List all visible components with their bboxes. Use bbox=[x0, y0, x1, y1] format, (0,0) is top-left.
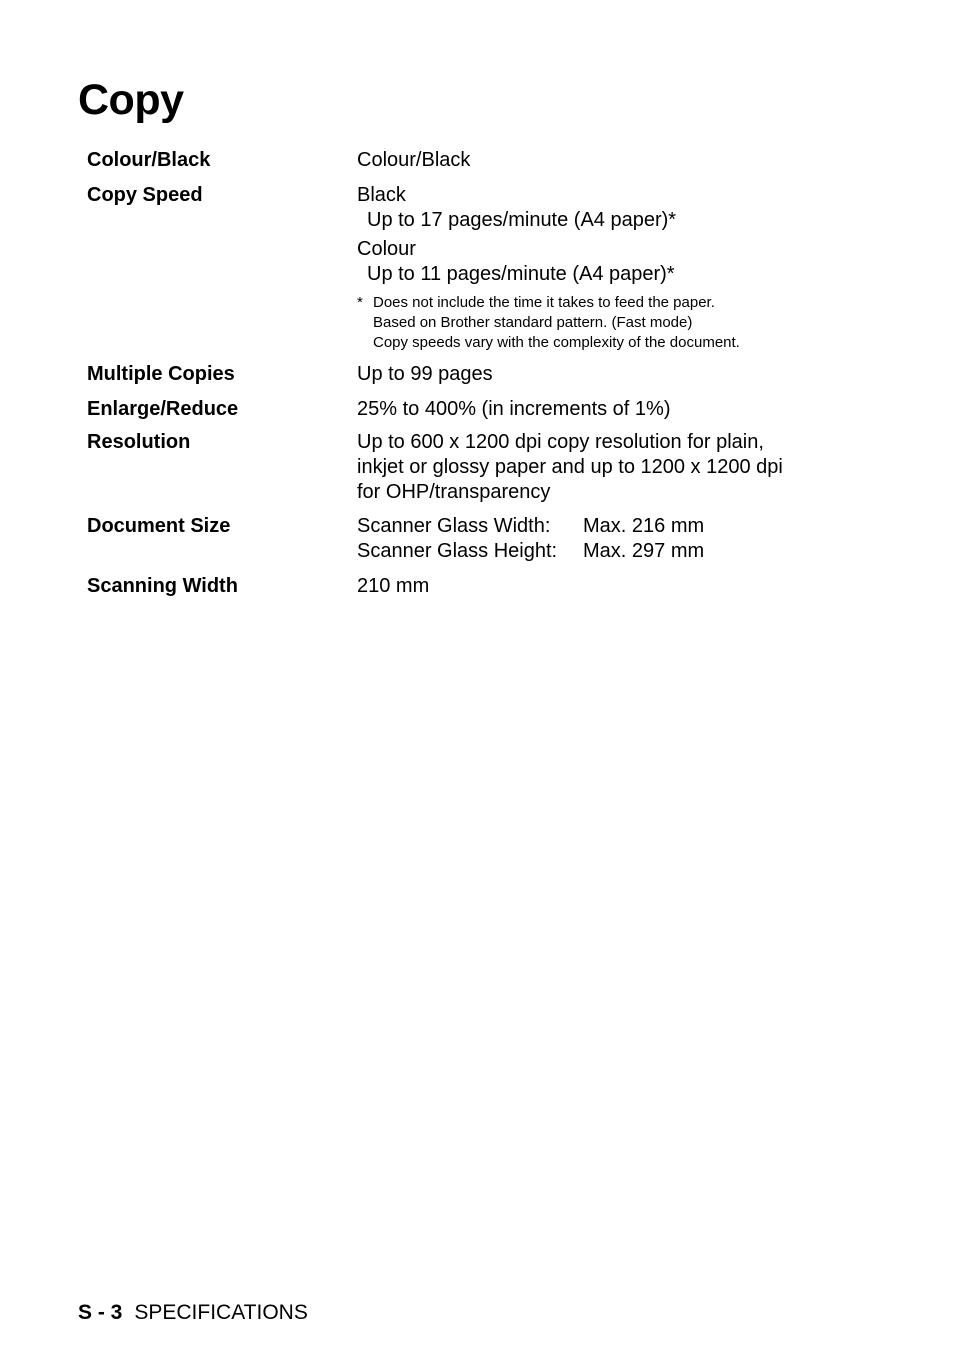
copy-speed-colour-value: Up to 11 pages/minute (A4 paper)* bbox=[367, 263, 675, 285]
scanner-glass-width-value: Max. 216 mm bbox=[583, 515, 705, 537]
footnote-line-2: Based on Brother standard pattern. (Fast mode) bbox=[373, 314, 693, 331]
scanner-glass-height-value: Max. 297 mm bbox=[583, 540, 705, 562]
resolution-line-1: Up to 600 x 1200 dpi copy resolution for plain, bbox=[357, 431, 764, 453]
copy-speed-label: Copy Speed bbox=[87, 184, 203, 206]
multiple-copies-label: Multiple Copies bbox=[87, 363, 235, 385]
resolution-value bbox=[357, 430, 783, 505]
footnote-line-1: Does not include the time it takes to feed the paper. bbox=[373, 294, 715, 311]
page-number: S - 3 bbox=[78, 1301, 123, 1324]
resolution-label: Resolution bbox=[87, 431, 191, 453]
footnote-line bbox=[357, 293, 740, 313]
scanner-glass-width-key: Scanner Glass Width: bbox=[357, 515, 551, 537]
copy-speed-footnote bbox=[357, 293, 740, 353]
document-size-width-row bbox=[357, 514, 704, 539]
page-title: Copy bbox=[78, 76, 184, 124]
multiple-copies-value: Up to 99 pages bbox=[357, 363, 493, 385]
document-size-label: Document Size bbox=[87, 515, 231, 537]
section-name: SPECIFICATIONS bbox=[134, 1301, 308, 1324]
copy-speed-black-value: Up to 17 pages/minute (A4 paper)* bbox=[367, 209, 677, 231]
colour-black-value: Colour/Black bbox=[357, 149, 471, 171]
page-footer bbox=[78, 1300, 308, 1326]
footnote-line-3: Copy speeds vary with the complexity of the document. bbox=[373, 334, 740, 351]
document-size-height-row bbox=[357, 539, 704, 564]
resolution-line-2: inkjet or glossy paper and up to 1200 x 1200 dpi bbox=[357, 456, 783, 478]
colour-black-label: Colour/Black bbox=[87, 149, 211, 171]
document-size-value bbox=[357, 514, 704, 564]
scanning-width-value: 210 mm bbox=[357, 575, 430, 597]
scanner-glass-height-key: Scanner Glass Height: bbox=[357, 540, 558, 562]
resolution-line-3: for OHP/transparency bbox=[357, 481, 551, 503]
footnote-mark: * bbox=[357, 294, 363, 311]
copy-speed-black-label: Black bbox=[357, 184, 406, 206]
enlarge-reduce-value: 25% to 400% (in increments of 1%) bbox=[357, 398, 671, 420]
enlarge-reduce-label: Enlarge/Reduce bbox=[87, 398, 239, 420]
copy-speed-colour-label: Colour bbox=[357, 238, 416, 260]
scanning-width-label: Scanning Width bbox=[87, 575, 238, 597]
